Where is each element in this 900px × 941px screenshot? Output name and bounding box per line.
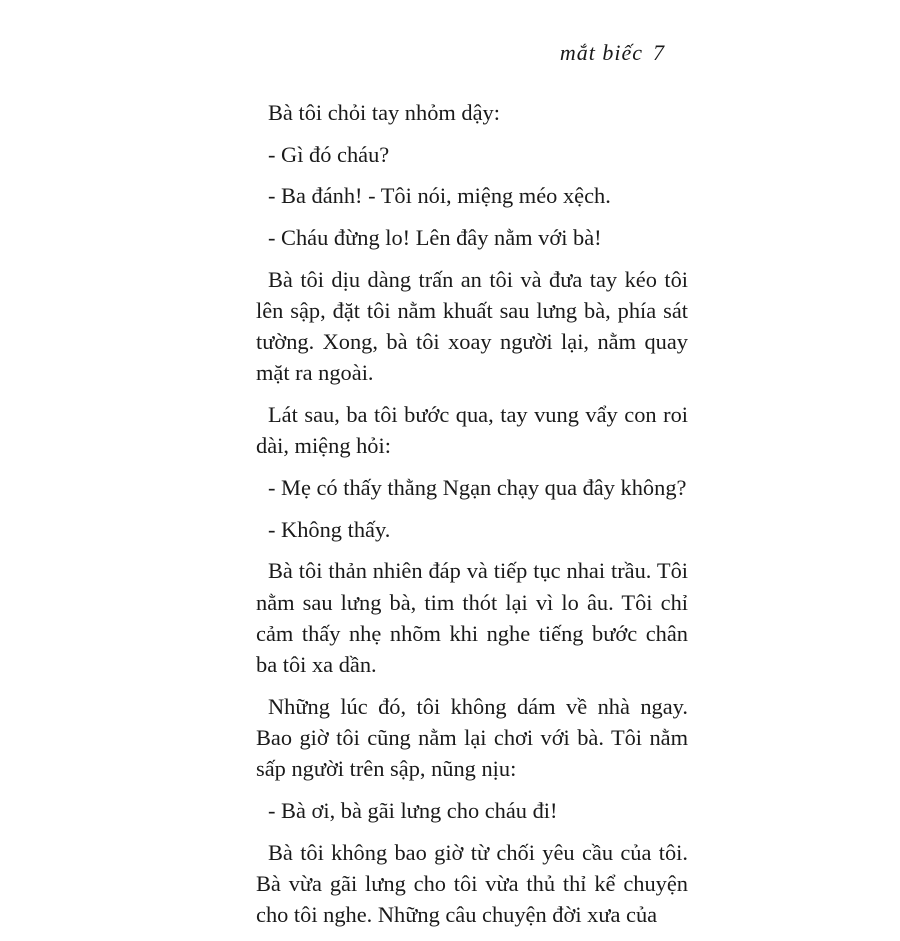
paragraph: Bà tôi dịu dàng trấn an tôi và đưa tay kéo tôi lên sập, đặt tôi nằm khuất sau lưng bà, phía sát tường. Xong, bà tôi xoay người lại, nằm quay mặt ra ngoài. <box>256 266 688 386</box>
paragraph: Lát sau, ba tôi bước qua, tay vung vẩy con roi dài, miệng hỏi: <box>256 402 688 459</box>
paragraph: Bà tôi không bao giờ từ chối yêu cầu của tôi. Bà vừa gãi lưng cho tôi vừa thủ thỉ kể chuyện cho tôi nghe. Những câu chuyện đời xưa của <box>256 839 688 927</box>
running-header <box>560 40 665 66</box>
dialogue-line: - Không thấy. <box>268 516 391 542</box>
dialogue-line: - Ba đánh! - Tôi nói, miệng méo xệch. <box>268 183 611 209</box>
book-title: mắt biếc <box>559 40 643 65</box>
paragraph: Những lúc đó, tôi không dám về nhà ngay. Bao giờ tôi cũng nằm lại chơi với bà. Tôi nằm sấp người trên sập, nũng nịu: <box>256 693 688 782</box>
dialogue-line: - Bà ơi, bà gãi lưng cho cháu đi! <box>268 797 558 823</box>
paragraph: Bà tôi thản nhiên đáp và tiếp tục nhai trầu. Tôi nằm sau lưng bà, tim thót lại vì lo âu. Tôi chỉ cảm thấy nhẹ nhõm khi nghe tiếng bước chân ba tôi xa dần. <box>256 558 688 678</box>
dialogue-line: - Gì đó cháu? <box>268 141 390 167</box>
dialogue-line: - Mẹ có thấy thằng Ngạn chạy qua đây không? <box>268 475 687 501</box>
paragraph: Bà tôi chỏi tay nhỏm dậy: <box>268 100 500 125</box>
page-number: 7 <box>653 40 665 65</box>
body-text <box>256 97 688 941</box>
dialogue-line: - Cháu đừng lo! Lên đây nằm với bà! <box>268 225 602 251</box>
